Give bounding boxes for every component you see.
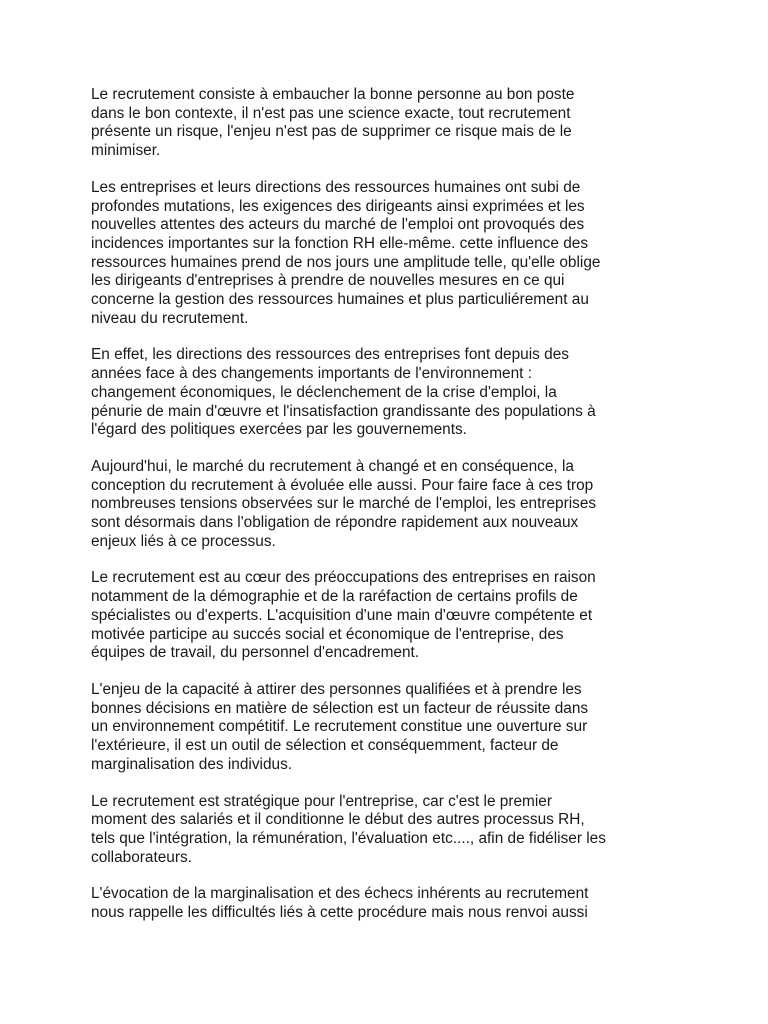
paragraph-5: Le recrutement est au cœur des préoccupations des entreprises en raison notamment de la démographie et de la raréfaction de certains profils de spécialistes ou d'experts. L'acquisition d'une main d'œuvre compétente et motivée participe au succés social et économique de l'entreprise, des équipes de travail, du personnel d'encadrement. [91, 569, 596, 662]
paragraph-6: L'enjeu de la capacité à attirer des personnes qualifiées et à prendre les bonnes décisions en matière de sélection est un facteur de réussite dans un environnement compétitif. Le recrutement constitue une ouverture sur l'extérieure, il est un outil de sélection et conséquemment, facteur de marginalisation des individus. [91, 680, 589, 773]
paragraph-4: Aujourd'hui, le marché du recrutement à changé et en conséquence, la conception du recrutement à évoluée elle aussi. Pour faire face à ces trop nombreuses tensions observées sur le marché de l'emploi, les entreprises sont désormais dans l'obligation de répondre rapidement aux nouveaux enjeux liés à ce processus. [91, 457, 597, 550]
paragraph-7: Le recrutement est stratégique pour l'entreprise, car c'est le premier moment des salariés et il conditionne le début des autres processus RH, tels que l'intégration, la rémunération, l'évaluation etc...., afin de fidéliser les collaborateurs. [91, 792, 606, 866]
paragraph-3: En effet, les directions des ressources des entreprises font depuis des années face à des changements importants de l'environnement : changement économiques, le déclenchement de la crise d'emploi, la pénurie de main d'œuvre et l'insatisfaction grandissante des populations à l'égard des politiques exercées par les gouvernements. [91, 346, 596, 439]
paragraph-2: Les entreprises et leurs directions des ressources humaines ont subi de profondes mutations, les exigences des dirigeants ainsi exprimées et les nouvelles attentes des acteurs du marché de l'emploi ont provoqués des incidences importantes sur la fonction RH elle-même. cette influence des ressources humaines prend de nos jours une amplitude telle, qu'elle oblige les dirigeants d'entreprises à prendre de nouvelles mesures en ce qui concerne la gestion des ressources humaines et plus particuliérement au niveau du recrutement. [91, 178, 601, 327]
paragraph-1: Le recrutement consiste à embaucher la bonne personne au bon poste dans le bon contexte, il n'est pas une science exacte, tout recrutement présente un risque, l'enjeu n'est pas de supprimer ce risque mais de le minimiser. [91, 86, 575, 160]
paragraph-8: L'évocation de la marginalisation et des échecs inhérents au recrutement nous rappelle les difficultés liés à cette procédure mais nous renvoi aussi [91, 885, 589, 922]
document-body [91, 86, 691, 941]
